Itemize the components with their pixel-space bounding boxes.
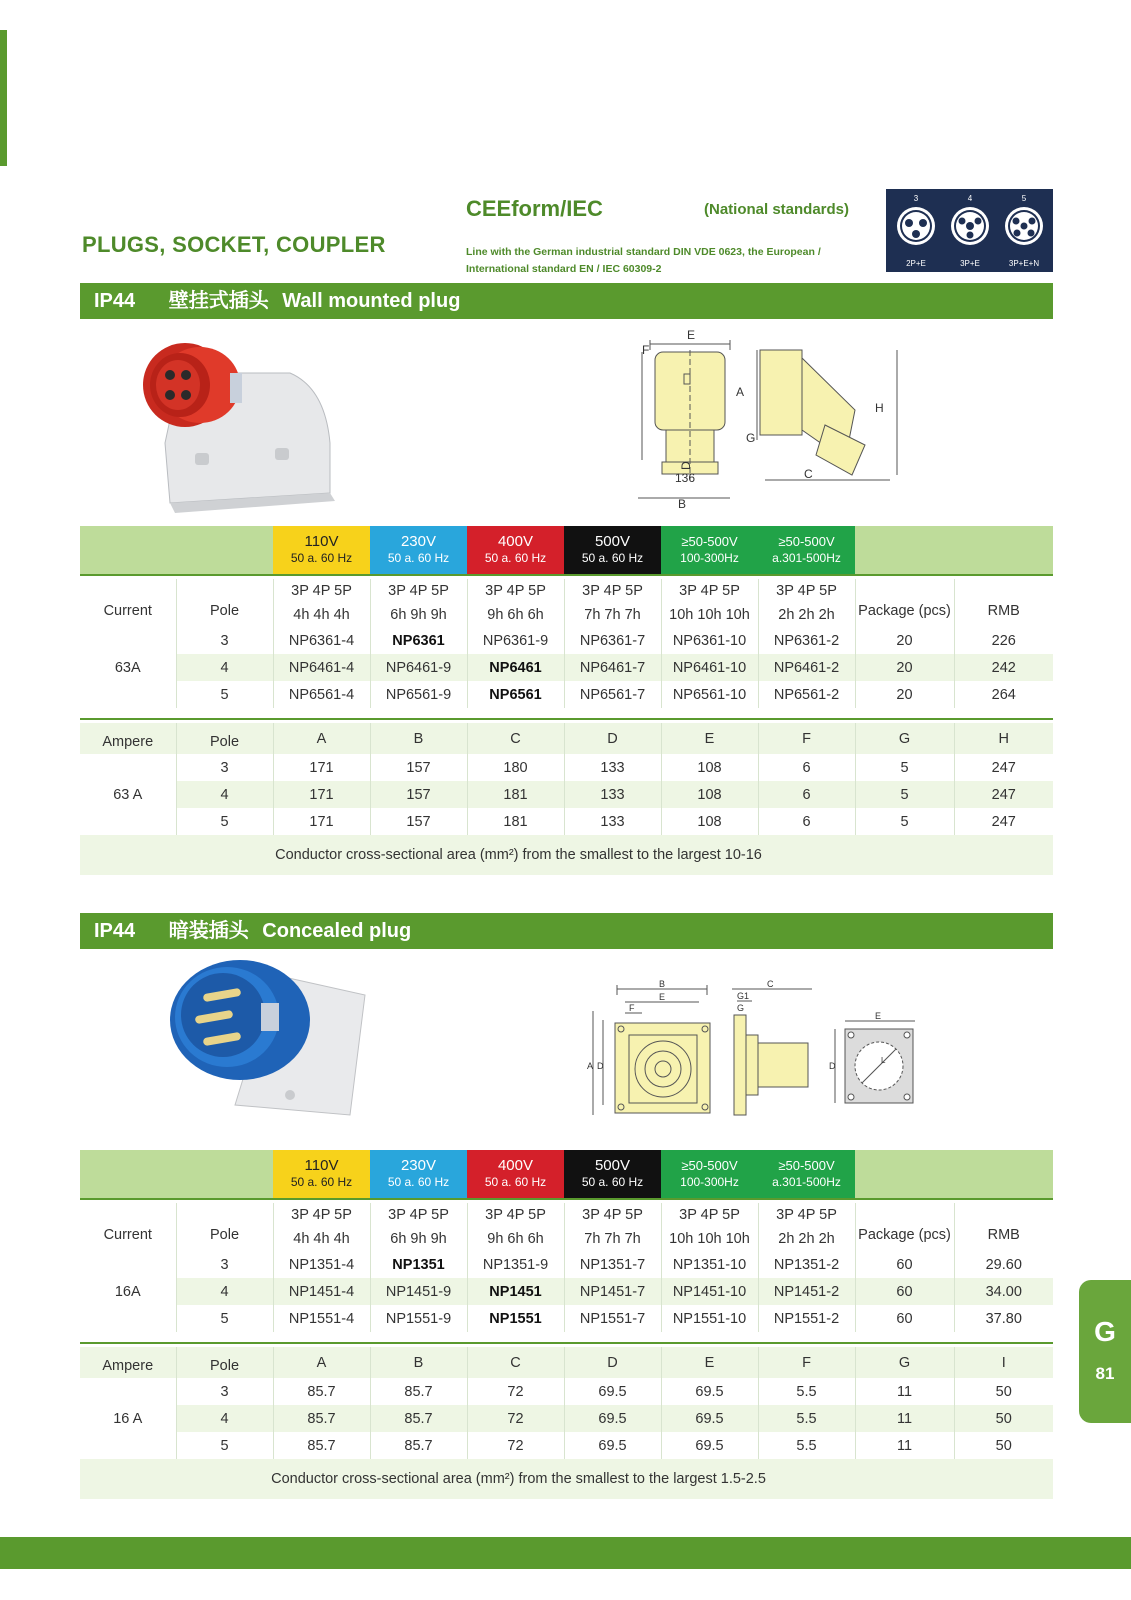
voltage-400v: 400V 50 a. 60 Hz: [467, 526, 564, 575]
dim-label-d: D: [597, 1061, 604, 1071]
voltage-500v: 500V 50 a. 60 Hz: [564, 526, 661, 575]
voltage-header-row: [80, 1150, 1053, 1199]
badge-2pe: 3 2P+E: [892, 189, 940, 272]
standard-description: Line with the German industrial standard DIN VDE 0623, the European / International standard EN / IEC 60309-2: [466, 246, 821, 275]
table-row: 16A 3 NP1351-4 NP1351 NP1351-9 NP1351-7 NP1351-10 NP1351-2 60 29.60: [80, 1251, 1053, 1278]
dim-label-b: B: [678, 497, 687, 511]
wall-plug-dimension-drawing: [620, 330, 910, 510]
voltage-110v: 110V 50 a. 60 Hz: [273, 526, 370, 575]
conductor-footnote: Conductor cross-sectional area (mm²) from the smallest to the largest 10-16: [80, 835, 1053, 875]
chapter-letter: G: [1094, 1316, 1116, 1347]
concealed-plug-dimension-drawing: [587, 979, 917, 1125]
voltage-230v: 230V 50 a. 60 Hz: [370, 526, 467, 575]
concealed-plug-spec-table: 110V 50 a. 60 Hz 230V 50 a. 60 Hz 400V 50 a. 60 Hz 500V 50 a. 60 Hz ≥50-500V 100-300Hz ≥50-500V a.301-500Hz Current Pole 3P 4P 5P 3P 4P 5P 3P 4P 5P 3P 4P 5P 3P 4P 5P 3P 4P 5P Package (pcs) RMB 4h 4h 4h 6h 9h 9h 9h 6h 6h 7h 7h 7h 10h 10h 10h 2h 2h 2h 16A 3 NP1351-4 NP1351 NP1351-9 NP1351-7 NP1351-10 NP1351-2 60 29.60 4 NP1451-4 NP1451-9 NP1451 NP1451-7 NP1451-10 NP1451-2 60 34.00 5 NP1551-4 NP1551-9 NP1551 NP1551-7 NP1551-10 NP1551-2 60 37.80 Ampere Pole A B C D E F G I 16 A 3 85.7 85.7 72 69.5 69.5 5.5 11 50 4 85.7 85.7 72 69.5 69.5 5.5 11 50 5 85.7 85.7 72 69.5 69.5 5.5 11 50 Conductor cross-sectional area (mm²) from the smallest to the largest 1.5-2.5: [80, 1150, 1053, 1499]
section-title-cn: 暗装插头: [168, 920, 249, 942]
socket-5pin-icon: [1003, 205, 1045, 251]
dim-label-a: A: [736, 385, 745, 399]
wall-mounted-plug-image: [140, 333, 340, 518]
voltage-400v: 400V 50 a. 60 Hz: [467, 1150, 564, 1199]
table-row: 4 171 157 181 133 108 6 5 247: [80, 781, 1053, 808]
dim-label-d: D: [679, 461, 693, 470]
table-row: 63 A 3 171 157 180 133 108 6 5 247: [80, 754, 1053, 781]
footer-bar: [0, 1537, 1131, 1569]
national-standards-label: (National standards): [704, 201, 850, 218]
left-accent-bar: [0, 30, 7, 166]
dim-label-l: L: [881, 1056, 886, 1065]
voltage-50-500v-100-300hz: ≥50-500V 100-300Hz: [661, 1150, 758, 1199]
voltage-50-500v-301-500hz: ≥50-500V a.301-500Hz: [758, 1150, 855, 1199]
dim-label-e2: E: [875, 1011, 882, 1021]
dim-label-e: E: [659, 992, 666, 1002]
badge-3pe: 4 3P+E: [946, 189, 994, 272]
section-title-en: Concealed plug: [262, 920, 412, 942]
dim-label-e: E: [687, 328, 696, 342]
voltage-50-500v-100-300hz: ≥50-500V 100-300Hz: [661, 526, 758, 575]
voltage-230v: 230V 50 a. 60 Hz: [370, 1150, 467, 1199]
voltage-500v: 500V 50 a. 60 Hz: [564, 1150, 661, 1199]
dim-label-136: 136: [675, 471, 696, 485]
dim-label-g: G: [737, 1003, 745, 1013]
socket-4pin-icon: [949, 205, 991, 251]
conductor-footnote: Conductor cross-sectional area (mm²) from the smallest to the largest 1.5-2.5: [80, 1459, 1053, 1499]
table-row: 5 85.7 85.7 72 69.5 69.5 5.5 11 50: [80, 1432, 1053, 1459]
wall-plug-spec-table: 110V 50 a. 60 Hz 230V 50 a. 60 Hz 400V 50 a. 60 Hz 500V 50 a. 60 Hz ≥50-500V 100-300Hz ≥50-500V a.301-500Hz Current Pole 3P 4P 5P 3P 4P 5P 3P 4P 5P 3P 4P 5P 3P 4P 5P 3P 4P 5P Package (pcs) RMB 4h 4h 4h 6h 9h 9h 9h 6h 6h 7h 7h 7h 10h 10h 10h 2h 2h 2h 63A 3 NP6361-4 NP6361 NP6361-9 NP6361-7 NP6361-10 NP6361-2 20 226 4 NP6461-4 NP6461-9 NP6461 NP6461-7 NP6461-10 NP6461-2 20 242 5 NP6561-4 NP6561-9 NP6561 NP6561-7 NP6561-10 NP6561-2 20 264 Ampere Pole A B C D E F G H 63 A 3 171 157 180 133 108 6 5 247 4 171 157 181 133 108 6 5 247 5 171 157 181 133 108 6 5 247 Conductor cross-sectional area (mm²) from the smallest to the largest 10-16: [80, 526, 1053, 875]
page-number: 81: [1095, 1364, 1115, 1383]
dim-label-g1: G1: [737, 991, 750, 1001]
dim-label-f: F: [629, 1003, 635, 1013]
dim-label-a: A: [587, 1061, 594, 1071]
badge-3pen: 5 3P+E+N: [1000, 189, 1048, 272]
table-row: 4 NP1451-4 NP1451-9 NP1451 NP1451-7 NP1451-10 NP1451-2 60 34.00: [80, 1278, 1053, 1305]
voltage-50-500v-301-500hz: ≥50-500V a.301-500Hz: [758, 526, 855, 575]
socket-3pin-icon: [895, 205, 937, 251]
concealed-plug-image: [165, 955, 370, 1125]
page-title: PLUGS, SOCKET, COUPLER: [82, 232, 386, 257]
dim-label-h: H: [875, 401, 884, 415]
dim-label-c: C: [767, 979, 774, 989]
pole-header-row-2: 4h 4h 4h 6h 9h 9h 9h 6h 6h 7h 7h 7h 10h 10h 10h 2h 2h 2h: [80, 1227, 1053, 1251]
dim-label-f: F: [642, 343, 650, 357]
table-row: 4 NP6461-4 NP6461-9 NP6461 NP6461-7 NP6461-10 NP6461-2 20 242: [80, 654, 1053, 681]
table-row: 4 85.7 85.7 72 69.5 69.5 5.5 11 50: [80, 1405, 1053, 1432]
table-row: 5 NP1551-4 NP1551-9 NP1551 NP1551-7 NP1551-10 NP1551-2 60 37.80: [80, 1305, 1053, 1332]
chapter-tab: [1079, 1280, 1131, 1423]
table-row: 5 NP6561-4 NP6561-9 NP6561 NP6561-7 NP6561-10 NP6561-2 20 264: [80, 681, 1053, 708]
table-row: 16 A 3 85.7 85.7 72 69.5 69.5 5.5 11 50: [80, 1378, 1053, 1405]
dim-label-g: G: [746, 431, 756, 445]
dim-label-b: B: [659, 979, 666, 989]
section-concealed-plug: [80, 913, 1053, 949]
pole-header-row-1: Current Pole 3P 4P 5P 3P 4P 5P 3P 4P 5P 3P 4P 5P 3P 4P 5P 3P 4P 5P Package (pcs) RMB: [80, 579, 1053, 603]
socket-standard-badge: [886, 189, 1053, 272]
voltage-110v: 110V 50 a. 60 Hz: [273, 1150, 370, 1199]
voltage-header-row: [80, 526, 1053, 575]
dim-label-d2: D: [829, 1061, 836, 1071]
pole-header-row-1: Current Pole 3P 4P 5P 3P 4P 5P 3P 4P 5P 3P 4P 5P 3P 4P 5P 3P 4P 5P Package (pcs) RMB: [80, 1203, 1053, 1227]
cee-title: CEEform/IEC: [466, 196, 603, 221]
dim-label-c: C: [804, 467, 813, 481]
pole-header-row-2: 4h 4h 4h 6h 9h 9h 9h 6h 6h 7h 7h 7h 10h 10h 10h 2h 2h 2h: [80, 603, 1053, 627]
footnote-row: [80, 835, 1053, 875]
section-wall-mounted-plug: [80, 283, 1053, 319]
footnote-row: [80, 1459, 1053, 1499]
section-title-en: Wall mounted plug: [282, 290, 461, 312]
table-row: 5 171 157 181 133 108 6 5 247: [80, 808, 1053, 835]
ip-rating: IP44: [94, 920, 136, 942]
ip-rating: IP44: [94, 290, 136, 312]
table-row: 63A 3 NP6361-4 NP6361 NP6361-9 NP6361-7 NP6361-10 NP6361-2 20 226: [80, 627, 1053, 654]
section-title-cn: 壁挂式插头: [168, 290, 269, 312]
